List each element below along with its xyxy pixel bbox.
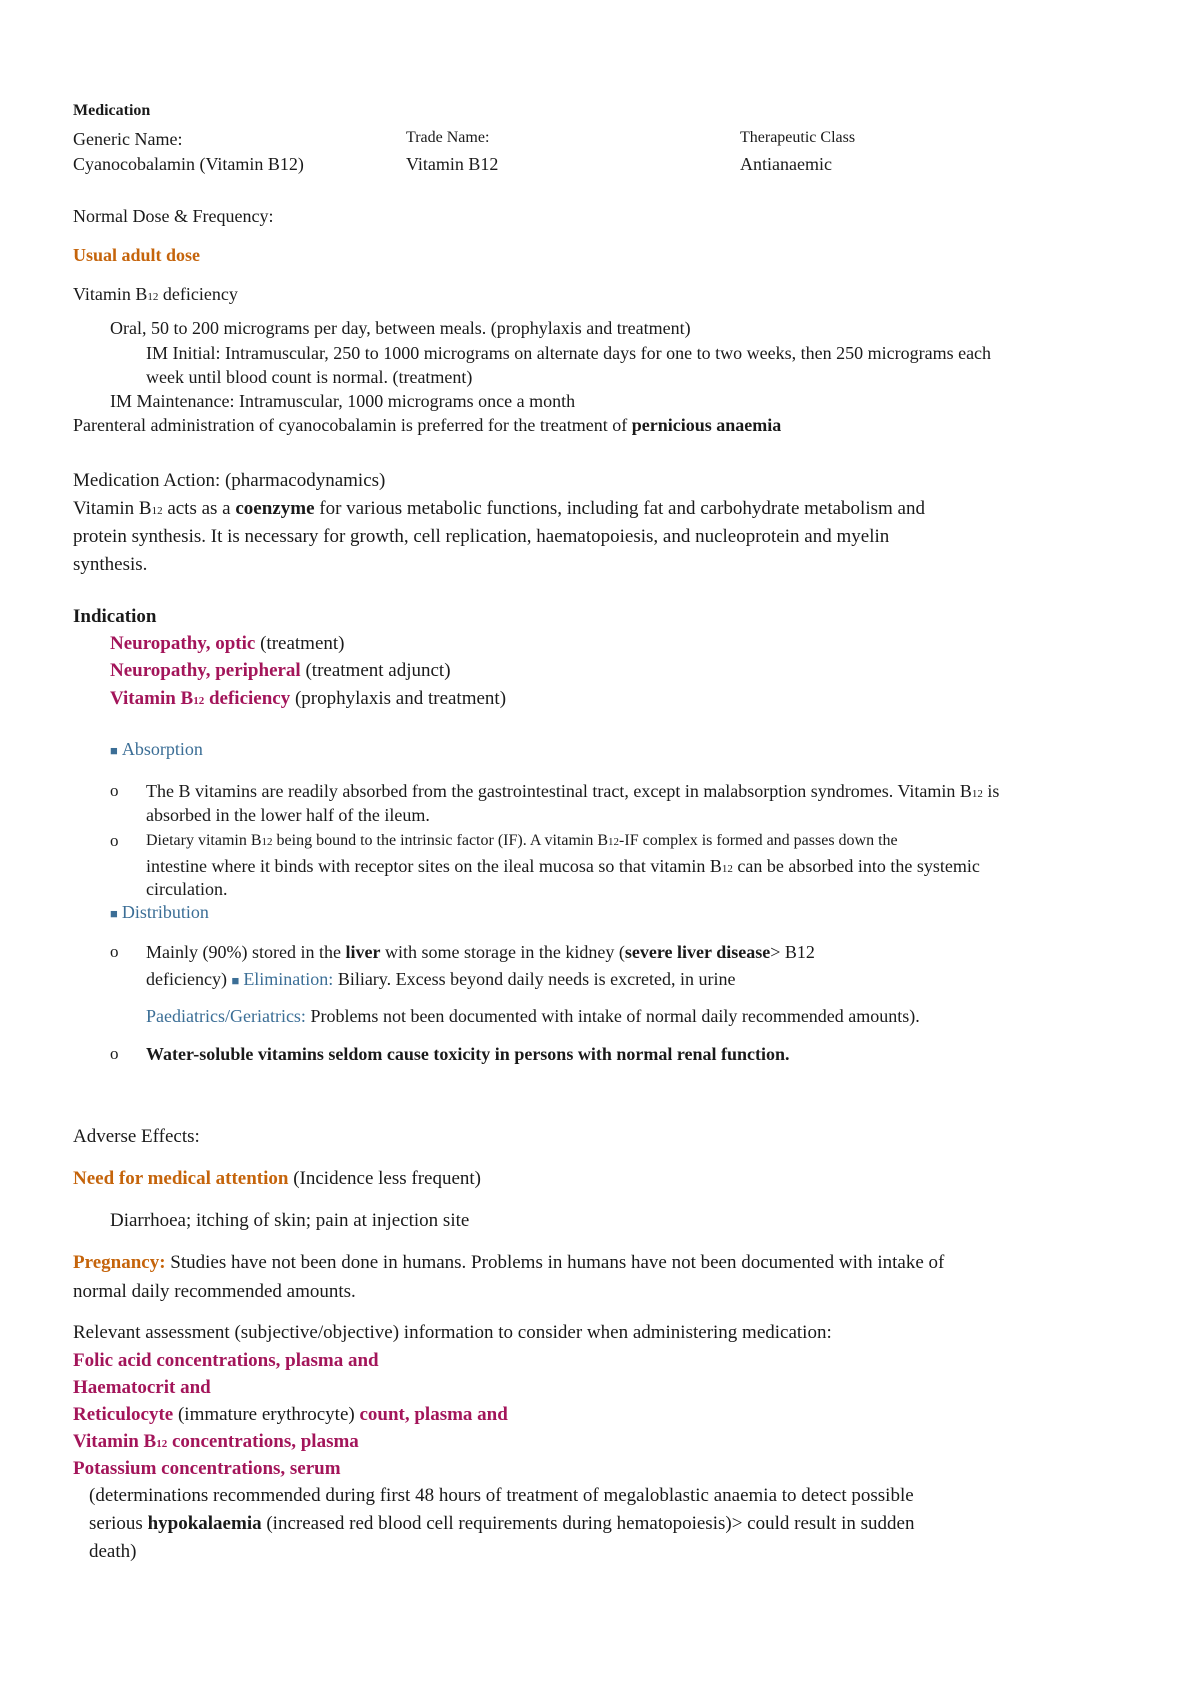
pregnancy-line1: Pregnancy: Studies have not been done in humans. Problems in humans have not been documented with intake of: [73, 1252, 945, 1273]
section-title: Medication: [73, 102, 151, 119]
therapeutic-class-label: Therapeutic Class: [740, 129, 856, 146]
oral-dose: Oral, 50 to 200 micrograms per day, between meals. (prophylaxis and treatment): [110, 318, 691, 338]
bullet-icon: o: [110, 781, 119, 800]
therapeutic-class-value: Antianaemic: [740, 154, 832, 174]
square-bullet-icon: ■: [231, 973, 240, 988]
generic-name-value: Cyanocobalamin (Vitamin B12): [73, 154, 304, 174]
absorption-label: ■ Absorption: [110, 739, 203, 759]
action-line1: Vitamin B12 acts as a coenzyme for various metabolic functions, including fat and carbohydrate metabolism and: [73, 498, 925, 519]
distribution-line1: Mainly (90%) stored in the liver with some storage in the kidney (severe liver disease> B12: [146, 942, 815, 962]
absorption-2-line1: Dietary vitamin B12 being bound to the intrinsic factor (IF). A vitamin B12-IF complex is formed and passes down the: [146, 832, 898, 849]
indication-heading: Indication: [73, 606, 157, 627]
im-initial-line1: IM Initial: Intramuscular, 250 to 1000 micrograms on alternate days for one to two weeks, then 250 micrograms each: [146, 343, 992, 363]
adverse-heading: Adverse Effects:: [73, 1126, 200, 1147]
bullet-icon: o: [110, 831, 119, 850]
assessment-note-line3: death): [89, 1541, 137, 1562]
im-maintenance: IM Maintenance: Intramuscular, 1000 micrograms once a month: [110, 391, 576, 411]
absorption-2-line2: intestine where it binds with receptor sites on the ileal mucosa so that vitamin B12 can be absorbed into the systemic: [146, 856, 980, 876]
indication-item: Vitamin B12 deficiency (prophylaxis and treatment): [110, 688, 507, 709]
usual-adult-dose: Usual adult dose: [73, 245, 201, 265]
trade-name-label: Trade Name:: [406, 129, 490, 146]
assessment-vitamin-b12: Vitamin B12 concentrations, plasma: [73, 1431, 359, 1452]
adverse-effects-list: Diarrhoea; itching of skin; pain at injection site: [110, 1210, 470, 1231]
action-heading: Medication Action: (pharmacodynamics): [73, 470, 386, 491]
square-bullet-icon: ■: [110, 906, 118, 921]
medical-attention: Need for medical attention (Incidence less frequent): [73, 1168, 482, 1189]
distribution-line2: deficiency) ■ Elimination: Biliary. Excess beyond daily needs is excreted, in urine: [146, 969, 736, 989]
deficiency-heading: Vitamin B12 deficiency: [73, 284, 238, 304]
dose-heading: Normal Dose & Frequency:: [73, 206, 274, 226]
trade-name-value: Vitamin B12: [406, 154, 499, 174]
square-bullet-icon: ■: [110, 743, 118, 758]
generic-name-label: Generic Name:: [73, 129, 183, 149]
assessment-note-line2: serious hypokalaemia (increased red blood cell requirements during hematopoiesis)> could result in sudden: [89, 1513, 915, 1534]
absorption-2-line3: circulation.: [146, 879, 228, 899]
action-line3: synthesis.: [73, 554, 148, 575]
assessment-potassium: Potassium concentrations, serum: [73, 1458, 341, 1479]
im-initial-line2: week until blood count is normal. (treatment): [146, 367, 473, 387]
assessment-heading: Relevant assessment (subjective/objective) information to consider when administering medication:: [73, 1322, 832, 1343]
action-line2: protein synthesis. It is necessary for growth, cell replication, haematopoiesis, and nucleoprotein and myelin: [73, 526, 890, 547]
assessment-reticulocyte: Reticulocyte (immature erythrocyte) count, plasma and: [73, 1404, 508, 1425]
absorption-1-line1: The B vitamins are readily absorbed from the gastrointestinal tract, except in malabsorption syndromes. Vitamin B12 is: [146, 781, 1000, 801]
assessment-note-line1: (determinations recommended during first 48 hours of treatment of megaloblastic anaemia to detect possible: [89, 1485, 914, 1506]
distribution-label: ■ Distribution: [110, 902, 209, 922]
bullet-icon: o: [110, 1044, 119, 1063]
indication-item: Neuropathy, peripheral (treatment adjunct): [110, 660, 451, 681]
paediatrics-geriatrics: Paediatrics/Geriatrics: Problems not been documented with intake of normal daily recommended amounts).: [146, 1006, 920, 1026]
pregnancy-line2: normal daily recommended amounts.: [73, 1281, 356, 1302]
indication-item: Neuropathy, optic (treatment): [110, 633, 345, 654]
parenteral-note: Parenteral administration of cyanocobalamin is preferred for the treatment of pernicious anaemia: [73, 415, 782, 435]
bullet-icon: o: [110, 942, 119, 961]
absorption-1-line2: absorbed in the lower half of the ileum.: [146, 805, 430, 825]
assessment-folic-acid: Folic acid concentrations, plasma and: [73, 1350, 379, 1371]
assessment-haematocrit: Haematocrit and: [73, 1377, 211, 1398]
water-soluble-note: Water-soluble vitamins seldom cause toxicity in persons with normal renal function.: [146, 1044, 790, 1064]
